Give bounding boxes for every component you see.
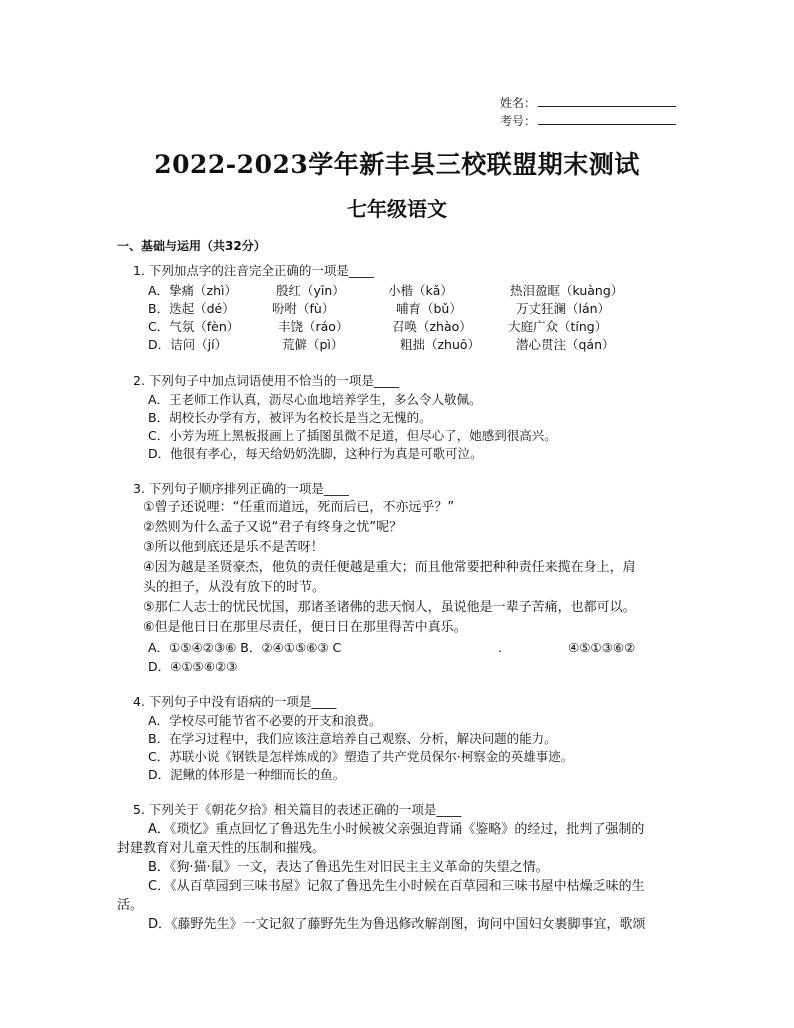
q1-option-a-item-1: A．挚痛（zhì）: [148, 283, 238, 298]
q1-option-d-item-2: 荒僻（pì）: [282, 337, 344, 352]
q2-option-b: B．胡校长办学有方，被评为名校长是当之无愧的。: [148, 410, 432, 425]
section-heading: 一、基础与运用（共32分）: [117, 239, 266, 253]
q3-sentence-3: ③所以他到底还是乐不是苦呀！: [143, 540, 324, 555]
name-label: 姓名：: [500, 96, 537, 110]
q1-option-a-item-2: 殷红（yīn）: [276, 283, 345, 298]
q1-option-d-item-4: 潜心贯注（qán）: [516, 337, 615, 352]
q3-sentence-4-cont: 头的担子，从没有放下的时节。: [143, 580, 326, 595]
exam-number-label: 考号：: [500, 114, 537, 128]
q5-option-a: A．《琐忆》重点回忆了鲁迅先生小时候被父亲强迫背诵《鉴略》的经过，批判了强制的: [148, 822, 645, 837]
q1-option-c-item-1: C．气氛（fèn）: [148, 319, 240, 334]
q1-option-b-item-2: 吩咐（fù）: [272, 301, 335, 316]
q1-option-c-item-4: 大庭广众（tíng）: [508, 319, 608, 334]
q2-option-c: C．小芳为班上黑板报画上了插图虽微不足道，但尽心了，她感到很高兴。: [148, 428, 557, 443]
q4-option-a: A．学校尽可能节省不必要的开支和浪费。: [148, 713, 382, 728]
question-2-stem: 2. 下列句子中加点词语使用不恰当的一项是____: [133, 373, 399, 388]
q5-option-a-cont: 封建教育对儿童天性的压制和摧残。: [117, 841, 326, 856]
q1-option-d-item-1: D．诘问（jí）: [148, 337, 228, 352]
q3-option-d: D．④①⑤⑥②③: [148, 659, 238, 674]
q2-option-a: A．王老师工作认真，沥尽心血地培养学生，多么令人敬佩。: [148, 392, 482, 407]
q3-sentence-6: ⑥但是他日日在那里尽责任，便日日在那里得苦中真乐。: [143, 620, 467, 635]
exam-number-field[interactable]: [500, 112, 676, 129]
q4-option-c: C．苏联小说《钢铁是怎样炼成的》塑造了共产党员保尔·柯察金的英雄事迹。: [148, 749, 574, 764]
q4-option-b: B．在学习过程中，我们应该注意培养自己观察、分析，解决问题的能力。: [148, 731, 557, 746]
q3-option-c: ④⑤①③⑥②: [568, 640, 636, 655]
name-field[interactable]: [500, 94, 676, 111]
q1-option-b-item-3: 哺育（bǔ）: [396, 301, 462, 316]
q4-option-d: D．泥鳅的体形是一种细而长的鱼。: [148, 767, 346, 782]
q3-sentence-4: ④因为越是圣贤豪杰，他负的责任便越是重大；而且他常要把种种责任来揽在身上，肩: [143, 560, 636, 575]
q5-option-d: D．《藤野先生》一文记叙了藤野先生为鲁迅修改解剖图，询问中国妇女裹脚事宜，歌颂: [148, 917, 646, 932]
q1-option-a-item-3: 小楷（kǎ）: [388, 283, 453, 298]
q5-option-c-cont: 活。: [117, 898, 144, 913]
q1-option-b-item-4: 万丈狂澜（lán）: [516, 301, 611, 316]
q5-option-b: B．《狗·猫·鼠》一文，表达了鲁迅先生对旧民主主义革命的失望之情。: [148, 860, 549, 875]
q1-option-a-item-4: 热泪盈眶（kuàng）: [510, 283, 624, 298]
q5-option-c: C．《从百草园到三味书屋》记叙了鲁迅先生小时候在百草园和三味书屋中枯燥乏味的生: [148, 879, 645, 894]
name-blank[interactable]: [538, 94, 676, 107]
q3-options-ab: A．①⑤④②③⑥ B．②④①⑤⑥③ C: [148, 640, 342, 655]
question-3-stem: 3. 下列句子顺序排列正确的一项是____: [133, 481, 349, 496]
question-1-stem: 1. 下列加点字的注音完全正确的一项是____: [133, 263, 374, 278]
q1-option-c-item-2: 丰饶（ráo）: [278, 319, 349, 334]
q3-sentence-1: ①曾子还说哩：“任重而道远，死而后已，不亦远乎？”: [143, 500, 455, 515]
q1-option-b-item-1: B．迭起（dé）: [148, 301, 235, 316]
q1-option-c-item-3: 召唤（zhào）: [392, 319, 472, 334]
question-4-stem: 4. 下列句子中没有语病的一项是____: [133, 694, 337, 709]
exam-subtitle: 七年级语文: [347, 197, 447, 221]
q3-sentence-5: ⑤那仁人志士的忧民忧国，那诸圣诸佛的悲天悯人，虽说他是一辈子苦痛，也都可以。: [143, 600, 636, 615]
exam-number-blank[interactable]: [538, 112, 676, 125]
exam-title: 2022-2023学年新丰县三校联盟期末测试: [154, 150, 640, 179]
q3-option-dot: .: [498, 640, 502, 655]
question-5-stem: 5. 下列关于《朝花夕拾》相关篇目的表述正确的一项是____: [133, 802, 462, 817]
q2-option-d: D．他很有孝心，每天给奶奶洗脚，这种行为真是可歌可泣。: [148, 446, 483, 461]
q1-option-d-item-3: 粗拙（zhuō）: [400, 337, 481, 352]
q3-sentence-2: ②然则为什么孟子又说“君子有终身之忧”呢？: [143, 520, 403, 535]
